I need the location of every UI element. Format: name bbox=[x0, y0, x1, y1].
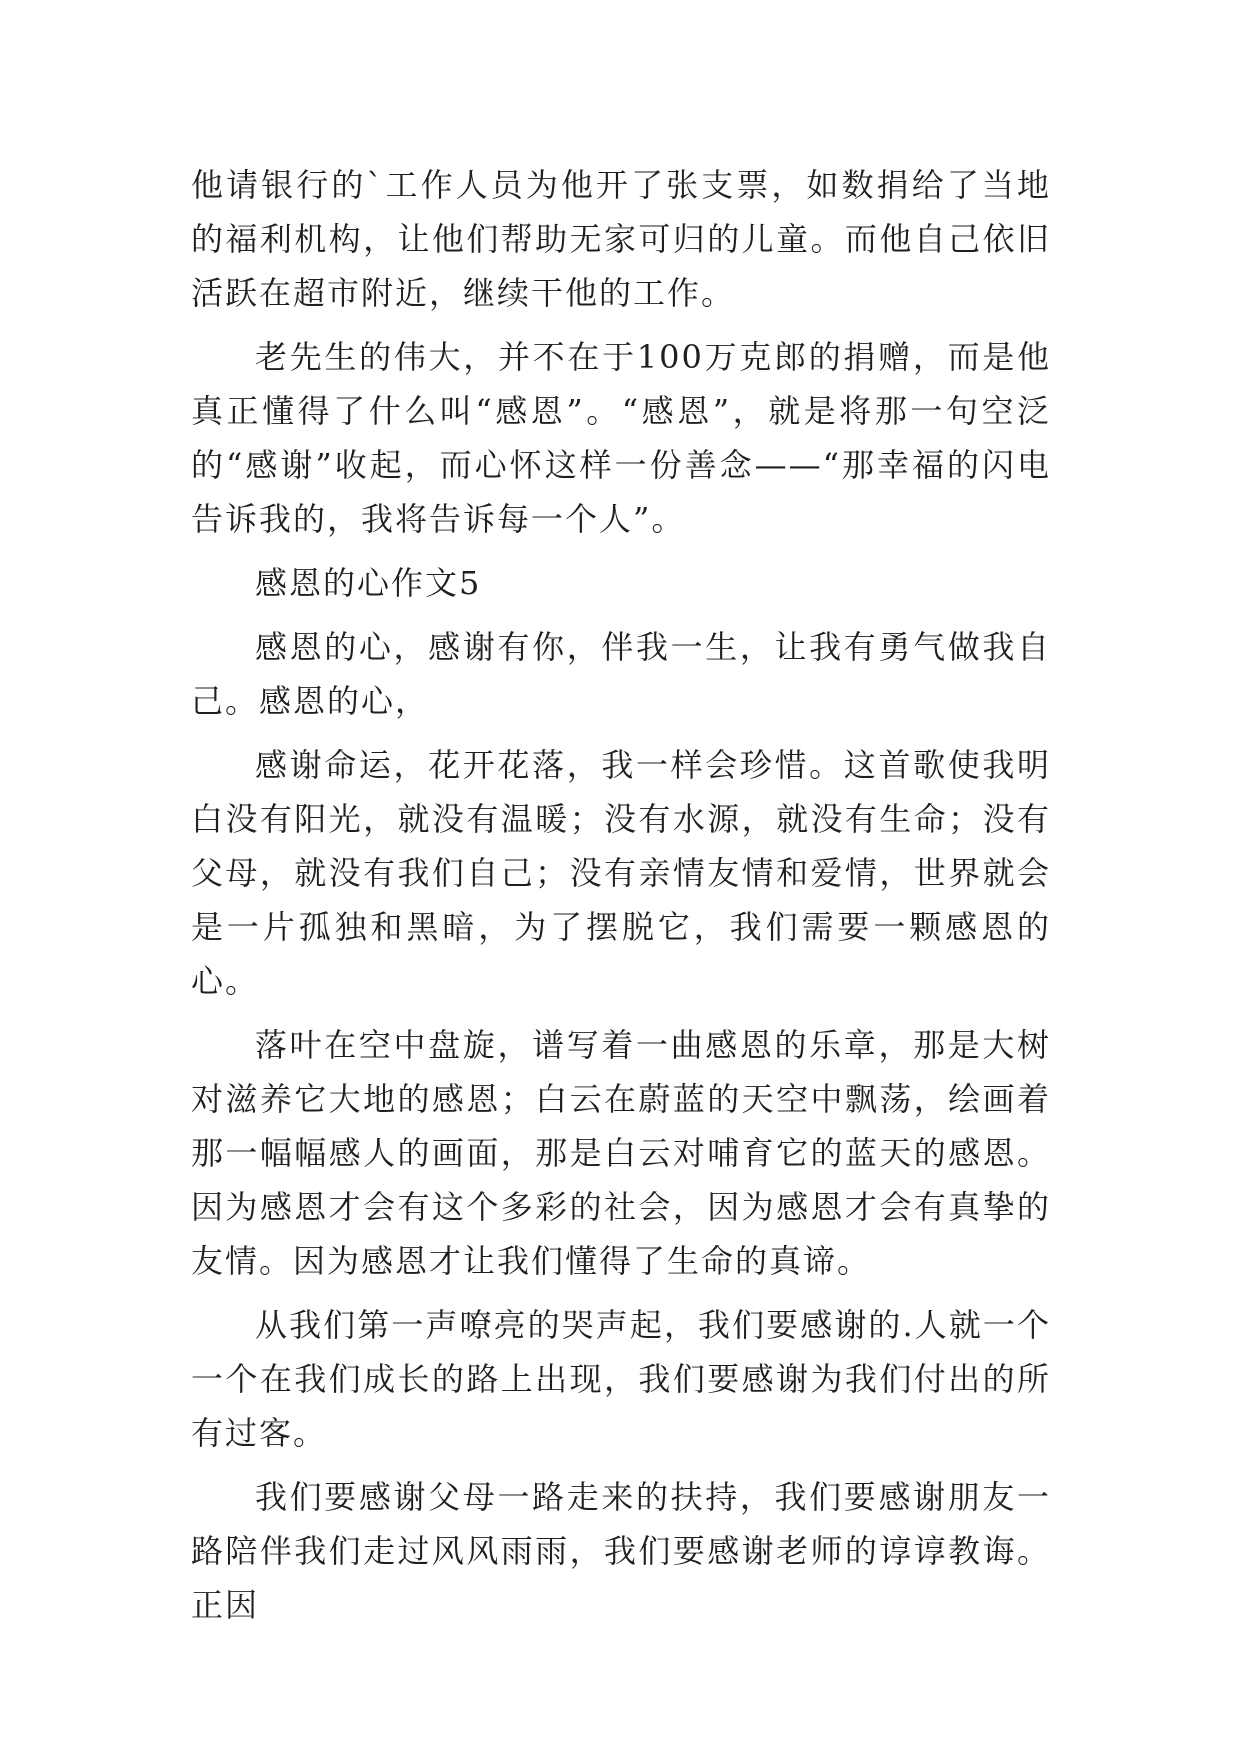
document-page bbox=[191, 158, 1051, 1642]
paragraph-5: 落叶在空中盘旋，谱写着一曲感恩的乐章，那是大树对滋养它大地的感恩；白云在蔚蓝的天空中飘荡，绘画着那一幅幅感人的画面，那是白云对哺育它的蓝天的感恩。因为感恩才会有这个多彩的社会，因为感恩才会有真挚的友情。因为感恩才让我们懂得了生命的真谛。 bbox=[191, 1026, 1051, 1280]
paragraph-7: 我们要感谢父母一路走来的扶持，我们要感谢朋友一路陪伴我们走过风风雨雨，我们要感谢老师的谆谆教诲。正因 bbox=[191, 1478, 1051, 1624]
section-heading: 感恩的心作文5 bbox=[255, 564, 482, 602]
paragraph-1: 他请银行的`工作人员为他开了张支票，如数捐给了当地的福利机构，让他们帮助无家可归的儿童。而他自己依旧活跃在超市附近，继续干他的工作。 bbox=[191, 166, 1051, 312]
paragraph-6: 从我们第一声嘹亮的哭声起，我们要感谢的.人就一个一个在我们成长的路上出现，我们要感谢为我们付出的所有过客。 bbox=[191, 1306, 1051, 1452]
paragraph-4: 感谢命运，花开花落，我一样会珍惜。这首歌使我明白没有阳光，就没有温暖；没有水源，就没有生命；没有父母，就没有我们自己；没有亲情友情和爱情，世界就会是一片孤独和黑暗，为了摆脱它，我们需要一颗感恩的心。 bbox=[191, 746, 1051, 1000]
paragraph-2: 老先生的伟大，并不在于100万克郎的捐赠，而是他真正懂得了什么叫“感恩”。“感恩”，就是将那一句空泛的“感谢”收起，而心怀这样一份善念——“那幸福的闪电告诉我的，我将告诉每一个人”。 bbox=[191, 338, 1051, 538]
paragraph-3: 感恩的心，感谢有你，伴我一生，让我有勇气做我自己。感恩的心， bbox=[191, 628, 1051, 720]
